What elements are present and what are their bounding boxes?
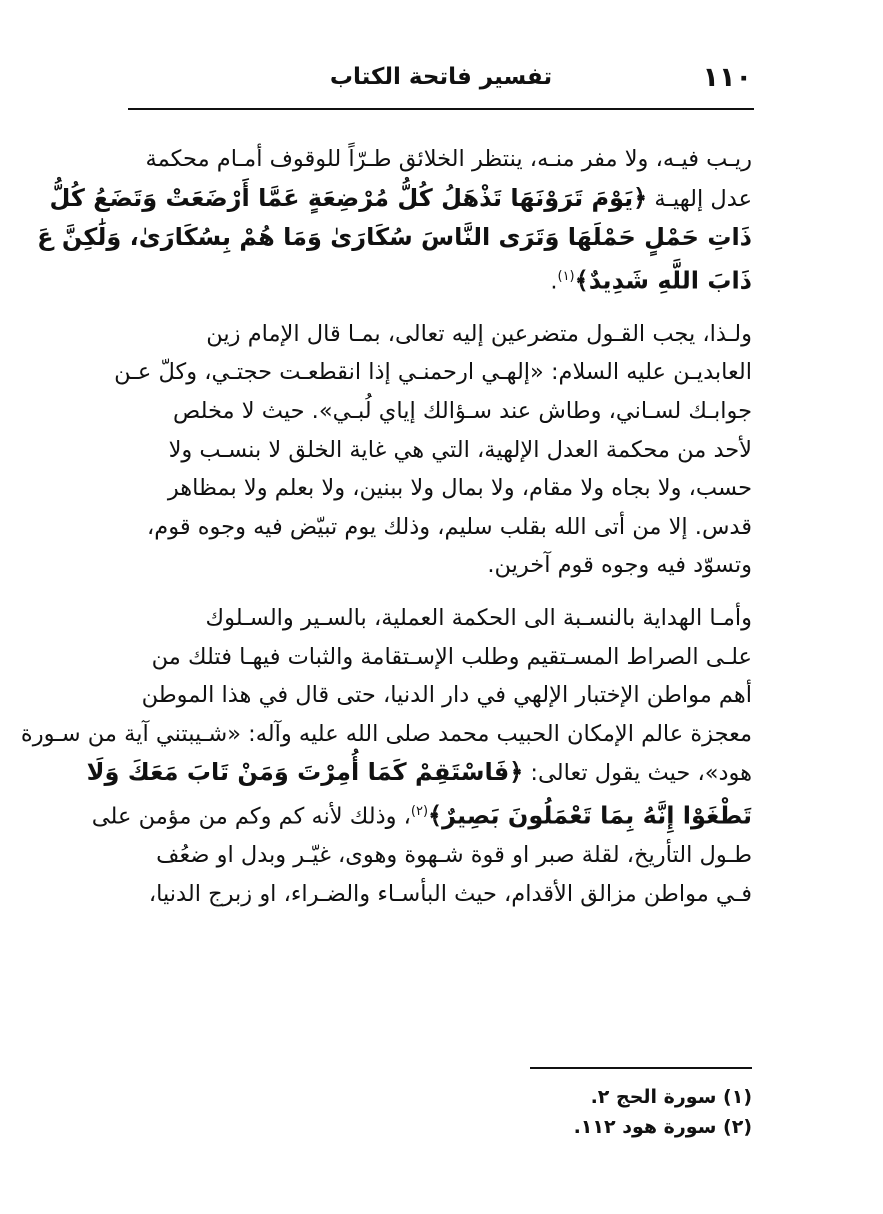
text-segment: لأحد من محكمة العدل الإلهية، التي هي غاية الخلق لا بنسـب ولا [168,436,752,463]
text-segment: ريـب فيـه، ولا مفر منـه، ينتظر الخلائق طـرّاً للوقوف أمـام محكمة [145,146,752,172]
text-segment: علـى الصراط المسـتقيم وطلب الإسـتقامة والثبات فيهـا فتلك من [151,643,752,670]
footnote-rule [530,1067,752,1069]
header-rule [128,108,754,110]
text-line [130,676,752,715]
text-line [91,793,752,836]
text-line [130,315,752,354]
text-segment: جوابـك لسـاني، وطاش عند سـؤالك إياي لُبـي». حيث لا مخلص [173,398,752,425]
text-line [130,638,752,677]
footnote-reference: (١) [557,268,575,284]
text-line [86,753,752,793]
footnotes [352,1082,752,1142]
footnote-1: (١) سورة الحج ٢. [590,1086,752,1108]
quran-verse: ذَابَ اللَّهِ شَدِيدٌ﴾ [574,266,752,295]
quran-verse: تَطْغَوْا إِنَّهُ بِمَا تَعْمَلُونَ بَصِيرٌ﴾ [428,801,752,830]
paragraph [37,140,752,301]
page-header [130,62,752,102]
footnote-2: (٢) سورة هود ١١٢. [573,1116,752,1138]
text-segment: وأمـا الهداية بالنسـبة الى الحكمة العملية، بالسـير والسـلوك [205,605,752,632]
text-segment: وتسوّد فيه وجوه قوم آخرين. [487,552,752,579]
quran-verse: ذَاتِ حَمْلٍ حَمْلَهَا وَتَرَى النَّاسَ سُكَارَىٰ وَمَا هُمْ بِسُكَارَىٰ، وَلَٰكِنَّ عَ [37,223,752,252]
text-segment: فـي مواطن مزالق الأقدام، حيث البأسـاء والضـراء، او زبرج الدنيا، [148,880,752,907]
text-segment: عدل إلهيـة [647,185,752,212]
text-segment: أهم مواطن الإختبار الإلهي في دار الدنيا، حتى قال في هذا الموطن [141,682,752,709]
text-line [37,218,752,258]
text-line [49,179,752,219]
text-line [20,715,752,754]
text-line [130,546,752,585]
page-number: ١١٠ [702,62,752,93]
text-line [130,599,752,638]
paragraph [20,599,752,913]
running-title: تفسير فاتحة الكتاب [329,64,553,90]
text-segment: ولـذا، يجب القـول متضرعين إليه تعالى، بمـا قال الإمام زين [206,320,752,347]
text-segment: ، وذلك لأنه كم وكم من مؤمن على [91,803,411,830]
text-line [130,140,752,179]
text-segment: . [550,268,558,295]
text-line [130,392,752,431]
footnote-reference: (٢) [410,804,429,819]
body-text [20,140,752,927]
quran-verse: ﴿فَاسْتَقِمْ كَمَا أُمِرْتَ وَمَنْ تَابَ مَعَكَ وَلَا [86,758,524,787]
paragraph [114,315,752,585]
text-line [130,508,752,547]
text-line [130,258,752,301]
text-line [130,431,752,470]
text-segment: العابديـن عليه السلام: «إلهـي ارحمنـي إذا انقطعـت حجتـي، وكلّ عـن [114,359,752,386]
text-segment: قدس. إلا من أتى الله بقلب سليم، وذلك يوم تبيّض فيه وجوه قوم، [147,513,752,540]
text-line [130,875,752,914]
text-line [130,469,752,508]
text-segment: معجزة عالم الإمكان الحبيب محمد صلى الله عليه وآله: «شـيبتني آية من سـورة [20,720,752,747]
text-segment: طـول التأريخ، لقلة صبر او قوة شـهوة وهوى، غيّـر وبدل او ضعُف [156,842,752,869]
text-line [114,353,752,392]
quran-verse: ﴿يَوْمَ تَرَوْنَهَا تَذْهَلُ كُلُّ مُرْضِعَةٍ عَمَّا أَرْضَعَتْ وَتَضَعُ كُلُّ [49,183,648,212]
text-line [130,836,752,875]
text-segment: حسب، ولا بجاه ولا مقام، ولا بمال ولا ببنين، ولا بعلم ولا بمظاهر [167,475,752,502]
text-segment: هود»، حيث يقول تعالى: [523,760,752,787]
